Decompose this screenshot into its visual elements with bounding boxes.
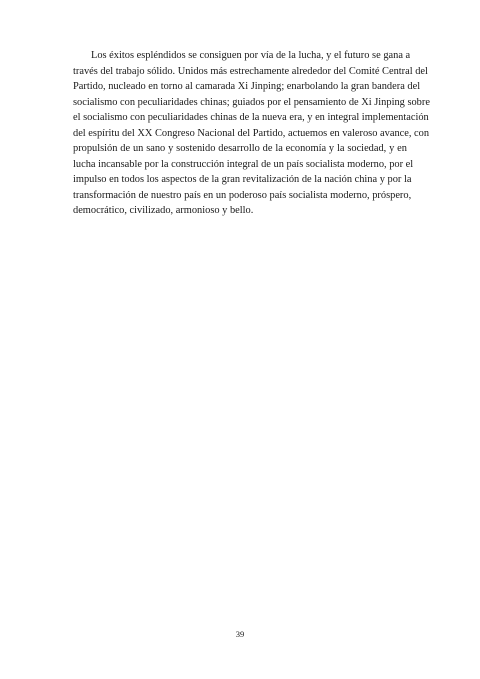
paragraph-line: través del trabajo sólido. Unidos más estrechamente alrededor del Comité Central del xyxy=(73,65,428,77)
paragraph-line: Partido, nucleado en torno al camarada Xi Jinping; enarbolando la gran bandera del xyxy=(73,81,421,92)
paragraph-line: propulsión de un sano y sostenido desarrollo de la economía y la sociedad, y en xyxy=(73,143,407,154)
paragraph-line: democrático, civilizado, armonioso y bello. xyxy=(73,205,254,216)
paragraph-line: socialismo con peculiaridades chinas; guiados por el pensamiento de Xi Jinping sobre xyxy=(73,96,430,108)
paragraph-line: Los éxitos espléndidos se consiguen por vía de la lucha, y el futuro se gana a xyxy=(91,50,411,61)
paragraph-line: del espíritu del XX Congreso Nacional del Partido, actuemos en valeroso avance, con xyxy=(73,127,430,139)
paragraph-line: transformación de nuestro país en un poderoso país socialista moderno, próspero, xyxy=(73,189,412,201)
paragraph-line: el socialismo con peculiaridades chinas de la nueva era, y en integral implementación xyxy=(73,112,429,123)
page-number: 39 xyxy=(235,629,245,639)
body-paragraph xyxy=(73,48,430,219)
paragraph-line: lucha incansable por la construcción integral de un país socialista moderno, por el xyxy=(73,158,414,170)
paragraph-line: impulso en todos los aspectos de la gran revitalización de la nación china y por la xyxy=(73,174,412,185)
